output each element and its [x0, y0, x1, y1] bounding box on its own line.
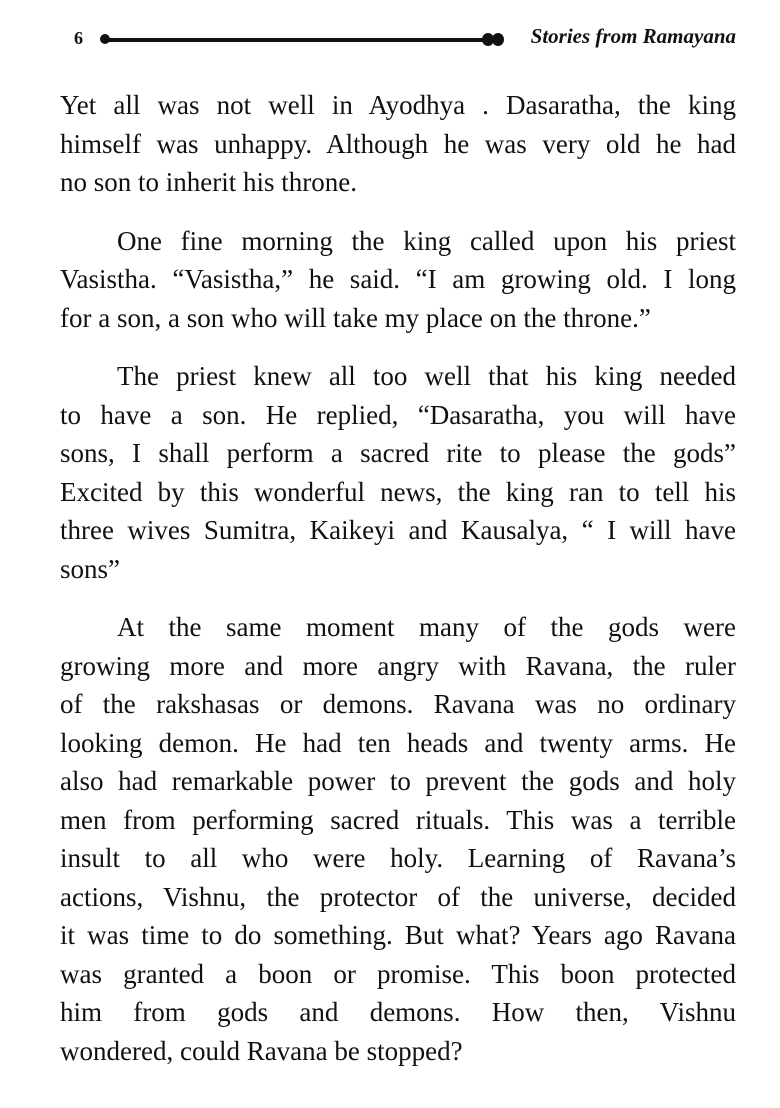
text-line: One fine morning the king called upon his priest — [117, 225, 736, 256]
paragraph — [60, 222, 736, 338]
text-line: insult to all who were holy. Learning of Ravana’s — [60, 843, 736, 873]
text-line: men from performing sacred rituals. This was a terrible — [60, 804, 736, 835]
text-line: it was time to do something. But what? Years ago Ravana — [60, 920, 736, 950]
page-body — [60, 86, 736, 1090]
text-line: of the rakshasas or demons. Ravana was no ordinary — [60, 689, 736, 719]
text-line: looking demon. He had ten heads and twenty arms. He — [60, 727, 736, 758]
text-line: growing more and more angry with Ravana, the ruler — [60, 650, 736, 681]
text-line: to have a son. He replied, “Dasaratha, you will have — [60, 399, 736, 430]
text-line: actions, Vishnu, the protector of the universe, decided — [60, 881, 736, 912]
text-line: no son to inherit his throne. — [60, 167, 357, 197]
text-line: Vasistha. “Vasistha,” he said. “I am growing old. I long — [60, 264, 736, 294]
text-line: At the same moment many of the gods were — [117, 612, 736, 642]
paragraph — [60, 357, 736, 588]
text-line: The priest knew all too well that his king needed — [117, 361, 736, 391]
text-line: wondered, could Ravana be stopped? — [60, 1035, 463, 1066]
paragraph — [60, 608, 736, 1070]
paragraph — [60, 86, 736, 202]
text-line: three wives Sumitra, Kaikeyi and Kausalya, “ I will have — [60, 515, 736, 545]
running-title: Stories from Ramayana — [530, 24, 736, 48]
page-header — [60, 22, 736, 58]
text-line: sons, I shall perform a sacred rite to please the gods” — [60, 438, 736, 468]
ornamental-rule — [108, 38, 490, 42]
text-line: him from gods and demons. How then, Vishnu — [60, 997, 736, 1027]
text-line: Excited by this wonderful news, the king ran to tell his — [60, 476, 736, 507]
text-line: for a son, a son who will take my place on the throne.” — [60, 302, 651, 333]
text-line: Yet all was not well in Ayodhya . Dasaratha, the king — [60, 90, 736, 120]
text-line: sons” — [60, 553, 120, 584]
text-line: himself was unhappy. Although he was very old he had — [60, 128, 736, 159]
text-line: was granted a boon or promise. This boon protected — [60, 958, 736, 989]
page-number: 6 — [74, 28, 83, 48]
text-line: also had remarkable power to prevent the gods and holy — [60, 766, 736, 796]
